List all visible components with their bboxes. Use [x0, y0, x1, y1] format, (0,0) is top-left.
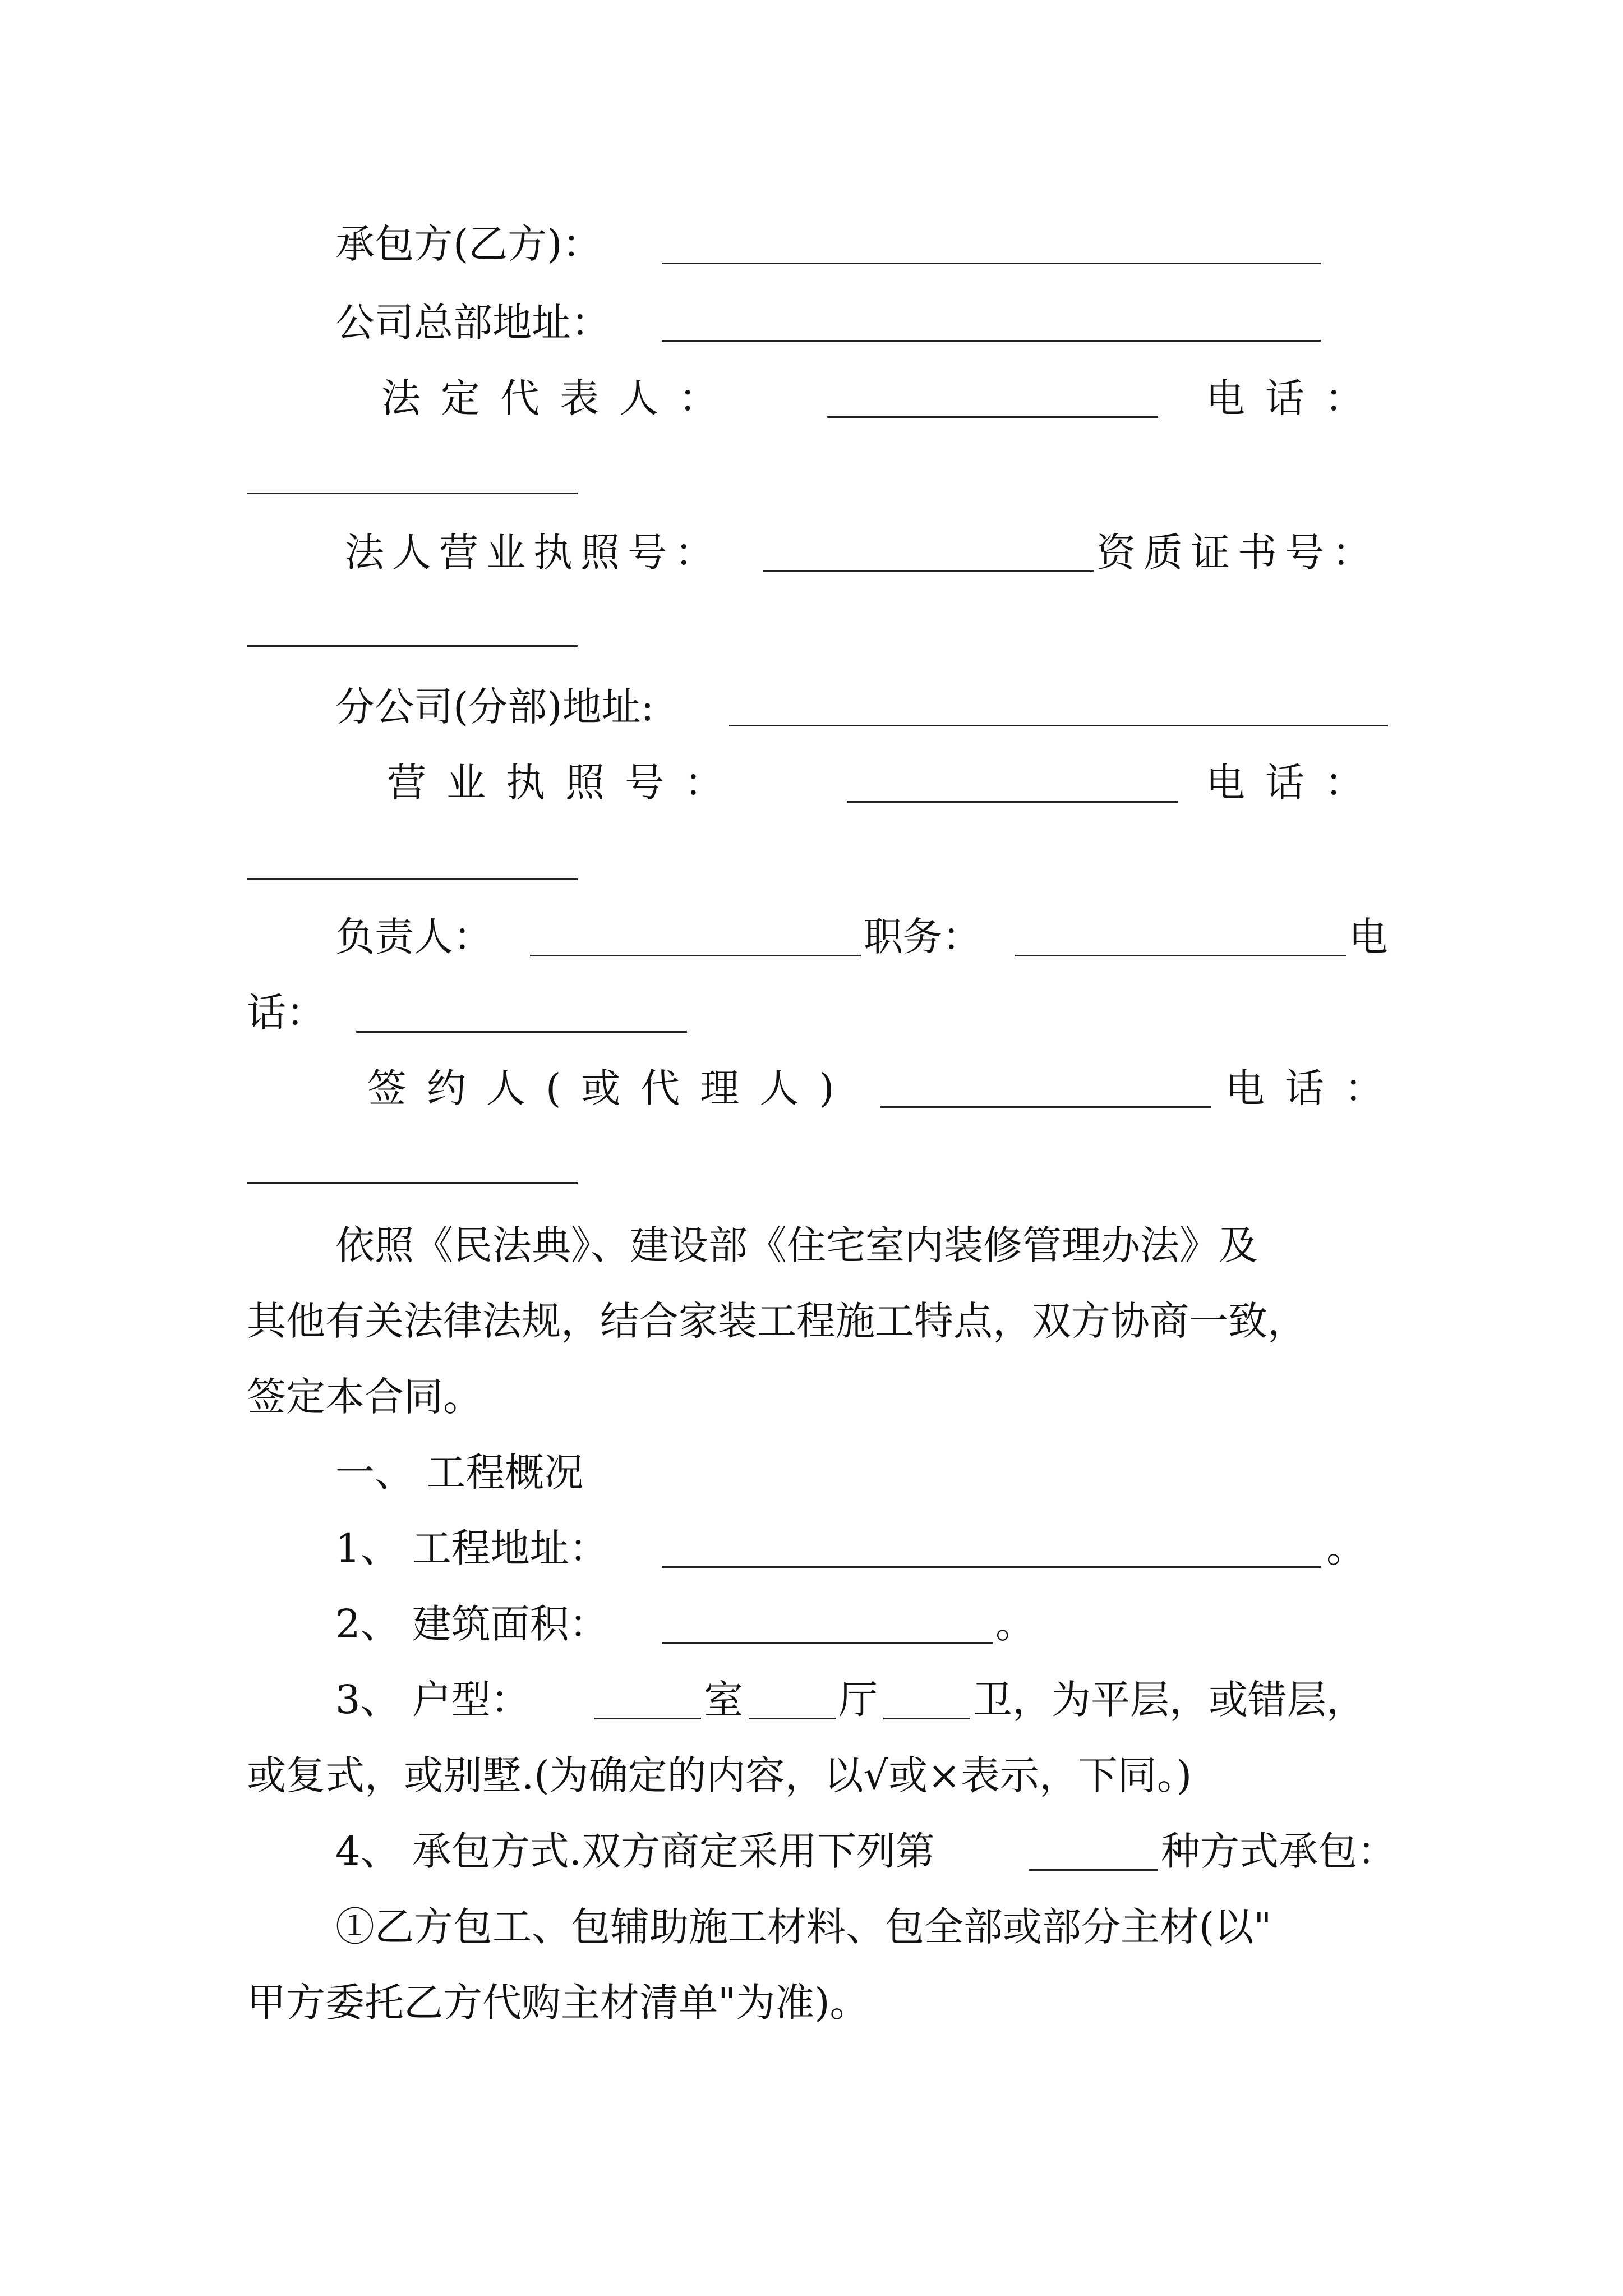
signatory-label: 签约人(或代理人): [367, 1065, 855, 1111]
item-4-end: 种方式承包：: [1161, 1828, 1396, 1874]
branch-address-blank[interactable]: [729, 725, 1388, 726]
baths-blank[interactable]: [883, 1718, 970, 1719]
project-address-blank[interactable]: [662, 1566, 1321, 1568]
legal-rep-phone-label: 电话：: [1206, 375, 1384, 421]
hall-unit: 厅: [838, 1677, 878, 1723]
qualification-cert-blank[interactable]: [247, 645, 578, 647]
preamble-line-1: 依照《民法典》、建设部《住宅室内装修管理办法》及: [335, 1222, 1258, 1268]
option-1-line-1: ①乙方包工、包辅助施工材料、包全部或部分主材(以": [335, 1904, 1272, 1950]
branch-license-blank[interactable]: [847, 801, 1178, 803]
item-1-end: 。: [1326, 1525, 1366, 1571]
signatory-phone-label: 电话：: [1225, 1065, 1404, 1111]
preamble-line-3: 签定本合同。: [247, 1374, 482, 1420]
legal-rep-phone-blank[interactable]: [247, 493, 578, 494]
branch-phone-label: 电话：: [1206, 760, 1384, 806]
branch-license-label: 营业执照号：: [387, 760, 744, 806]
item-1-label: 1、 工程地址：: [335, 1525, 608, 1571]
legal-rep-label: 法定代表人：: [381, 375, 738, 421]
item-3-rest: 卫，为平层，或错层，: [973, 1677, 1366, 1723]
option-1-line-2: 甲方委托乙方代购主材清单"为准)。: [247, 1980, 869, 2026]
legal-rep-blank[interactable]: [827, 416, 1158, 418]
signatory-phone-blank[interactable]: [247, 1182, 578, 1184]
person-phone-blank[interactable]: [356, 1031, 687, 1033]
phone-char-1: 电: [1349, 914, 1388, 960]
person-in-charge-label: 负责人：: [335, 914, 492, 960]
branch-address-label: 分公司(分部)地址:: [335, 684, 654, 730]
item-3-line-2: 或复式，或别墅.(为确定的内容，以√或×表示，下同。): [247, 1752, 1192, 1798]
item-3-label: 3、 户型：: [335, 1677, 530, 1723]
contractor-blank[interactable]: [662, 263, 1321, 264]
preamble-line-2: 其他有关法律法规，结合家装工程施工特点，双方协商一致，: [247, 1298, 1307, 1344]
item-2-label: 2、 建筑面积：: [335, 1601, 608, 1647]
position-blank[interactable]: [1015, 955, 1346, 956]
branch-phone-blank[interactable]: [247, 878, 578, 880]
qualification-cert-label: 资质证书号：: [1096, 530, 1379, 576]
position-label: 职务：: [864, 914, 981, 960]
room-unit: 室: [704, 1677, 743, 1723]
business-license-label: 法人营业执照号：: [345, 530, 722, 576]
hq-address-label: 公司总部地址：: [335, 300, 610, 346]
contractor-label: 承包方(乙方)：: [335, 221, 602, 267]
item-2-end: 。: [995, 1601, 1035, 1647]
halls-blank[interactable]: [749, 1718, 836, 1719]
rooms-blank[interactable]: [594, 1718, 701, 1719]
building-area-blank[interactable]: [662, 1642, 993, 1644]
phone-char-2: 话：: [247, 990, 325, 1036]
signatory-blank[interactable]: [880, 1106, 1211, 1108]
item-4-label: 4、 承包方式.双方商定采用下列第: [335, 1828, 935, 1874]
hq-address-blank[interactable]: [662, 340, 1321, 342]
business-license-blank[interactable]: [763, 570, 1094, 572]
person-in-charge-blank[interactable]: [530, 955, 861, 956]
contract-method-blank[interactable]: [1029, 1869, 1158, 1871]
section-1-heading: 一、 工程概况: [335, 1450, 584, 1496]
